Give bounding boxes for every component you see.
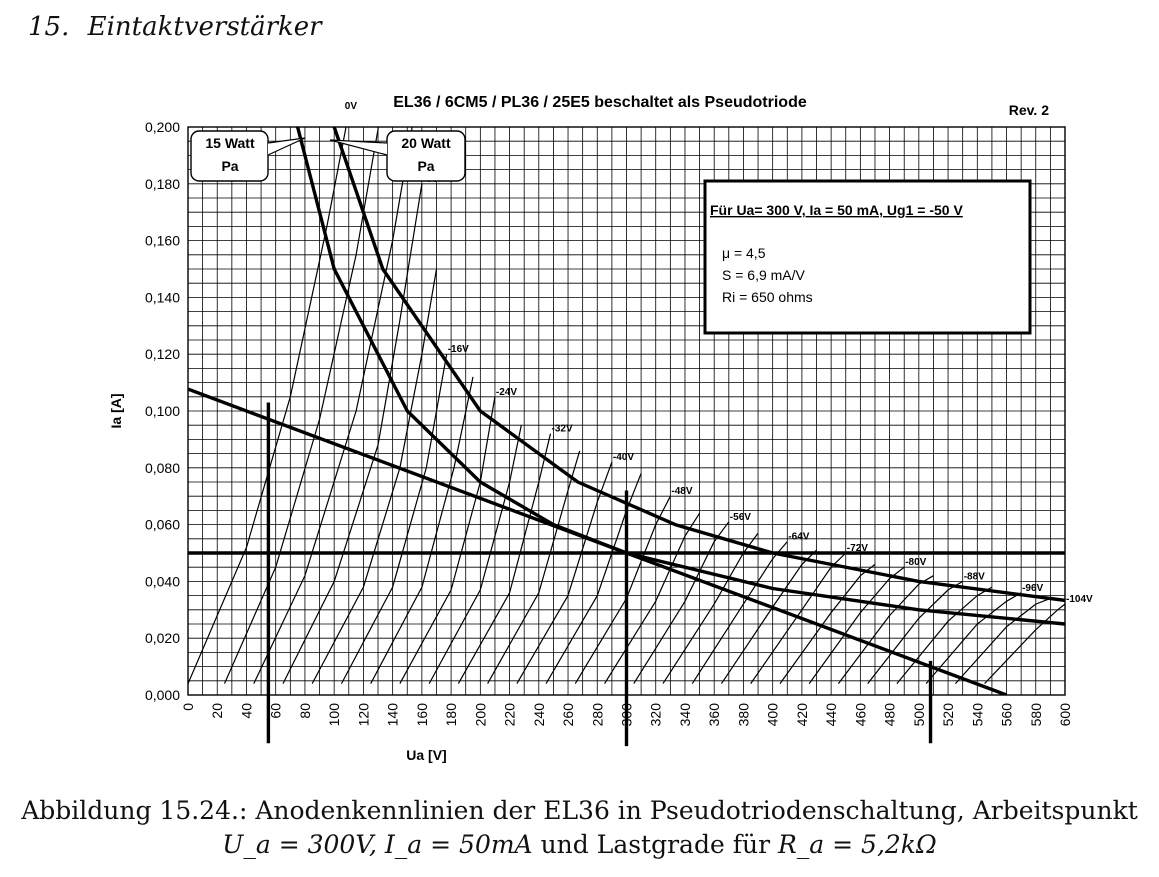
callout-line-1: 20 Watt: [401, 135, 451, 151]
callout-line-1: 15 Watt: [205, 135, 255, 151]
chart-revision: Rev. 2: [1008, 102, 1049, 118]
chart-title: EL36 / 6CM5 / PL36 / 25E5 beschaltet als Pseudotriode: [393, 94, 807, 111]
y-tick-label: 0,160: [144, 232, 180, 249]
x-tick-label: 220: [501, 703, 518, 727]
x-tick-label: 60: [267, 703, 284, 719]
callout-line-2: Pa: [417, 158, 435, 174]
section-title: Eintaktverstärker: [87, 12, 322, 42]
x-tick-label: 40: [238, 703, 255, 719]
x-tick-label: 120: [355, 703, 372, 727]
y-tick-label: 0,040: [144, 573, 180, 590]
curve-label: -16V: [447, 344, 469, 356]
callout-line-2: Pa: [221, 158, 239, 174]
x-tick-label: 480: [881, 703, 898, 727]
curve-label: -48V: [671, 486, 693, 498]
y-tick-label: 0,080: [144, 459, 180, 476]
x-tick-label: 100: [326, 703, 343, 727]
curve-label: -64V: [788, 531, 810, 543]
curve-label: 0V: [344, 101, 358, 112]
figure-caption: [0, 794, 1159, 862]
x-tick-label: 0: [180, 703, 196, 711]
x-tick-label: 520: [940, 703, 957, 727]
curve-label: -24V: [495, 386, 518, 398]
info-box-line: S = 6,9 mA/V: [722, 267, 805, 283]
y-tick-label: 0,060: [144, 516, 180, 533]
y-tick-label: 0,000: [144, 687, 180, 703]
x-tick-label: 540: [969, 703, 986, 727]
y-tick-label: 0,200: [144, 119, 180, 135]
caption-mid: und Lastgrade für: [532, 830, 778, 859]
x-tick-label: 360: [706, 703, 723, 727]
info-box-line: Ri = 650 ohms: [722, 289, 813, 305]
info-box-title: Für Ua= 300 V, Ia = 50 mA, Ug1 = -50 V: [710, 202, 963, 218]
x-tick-label: 340: [676, 703, 693, 727]
x-tick-label: 600: [1057, 703, 1073, 727]
x-tick-label: 400: [764, 703, 781, 727]
x-tick-label: 420: [793, 703, 810, 727]
curve-label: -104V: [1066, 594, 1093, 606]
x-tick-label: 200: [472, 703, 489, 727]
curve-label: -40V: [612, 452, 635, 464]
x-tick-label: 280: [589, 703, 606, 727]
curve-label: -96V: [1022, 582, 1044, 594]
x-tick-label: 260: [560, 703, 577, 727]
x-tick-label: 580: [1027, 703, 1044, 727]
y-tick-label: 0,180: [144, 175, 180, 192]
info-box-line: μ = 4,5: [722, 245, 766, 261]
y-tick-label: 0,120: [144, 346, 180, 363]
x-tick-label: 160: [413, 703, 430, 727]
y-tick-label: 0,100: [144, 403, 180, 419]
caption-ia: I_a = 50mA: [384, 830, 533, 859]
curve-label: -88V: [963, 571, 985, 583]
y-tick-label: 0,020: [144, 630, 180, 647]
x-tick-label: 460: [852, 703, 869, 727]
x-tick-label: 300: [618, 703, 635, 727]
caption-line-2: [0, 828, 1159, 862]
x-tick-label: 440: [823, 703, 840, 727]
caption-ua: U_a = 300V,: [222, 830, 377, 859]
y-axis-label: Ia [A]: [108, 393, 124, 429]
x-tick-label: 320: [647, 703, 664, 727]
section-number: 15.: [28, 12, 70, 42]
x-tick-label: 500: [910, 703, 927, 727]
x-tick-label: 240: [530, 703, 547, 727]
curve-label: -32V: [551, 423, 573, 435]
x-tick-label: 80: [296, 703, 313, 719]
x-tick-label: 140: [384, 703, 401, 727]
x-tick-label: 560: [998, 703, 1015, 727]
x-axis-label: Ua [V]: [406, 747, 447, 763]
curve-label: -56V: [729, 511, 751, 523]
curve-label: -80V: [905, 557, 927, 569]
x-tick-label: 380: [735, 703, 752, 727]
caption-line-1: Abbildung 15.24.: Anodenkennlinien der EL36 in Pseudotriodenschaltung, Arbeitspunkt: [21, 796, 1138, 825]
curve-label: -72V: [846, 543, 868, 554]
x-tick-label: 180: [443, 703, 460, 727]
x-tick-label: 20: [209, 703, 226, 719]
y-tick-label: 0,140: [144, 289, 180, 306]
caption-ra: R_a = 5,2kΩ: [777, 830, 937, 859]
